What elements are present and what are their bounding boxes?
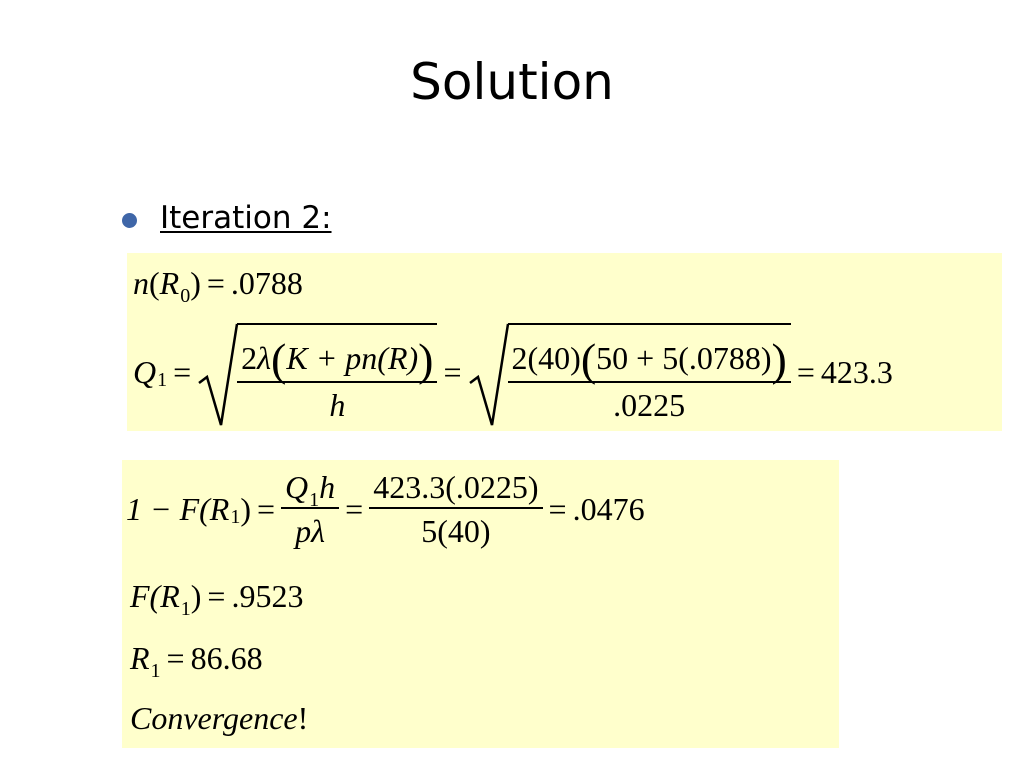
fraction-qh-over-plambda: $\frac{Q_1h}{p\lambda}$ (281, 471, 339, 547)
bullet-label: Iteration 2: (160, 200, 332, 236)
bullet-dot-icon (122, 213, 137, 228)
fraction-q-numeric: $\frac{2(40)(50 + 5(.0788))}{.0225}$ (508, 331, 791, 421)
equation-box-1 (127, 253, 1002, 431)
fraction-q-formula: $\frac{2\lambda(K + pn(R))}{h}$ (237, 331, 437, 421)
equation-q1: Q 1 = $\frac{2\lambda(K + pn(R))}{h}$ = $\frac{2(40)(50 + 5(.0788))}{.0225}$ = 423.3 (133, 319, 893, 425)
radical-sign-icon (468, 323, 512, 429)
equation-f-of-r1: $F(R_1) = .9523$ (130, 578, 304, 620)
convergence-text: Convergence! (130, 700, 309, 736)
radical-sign-icon (197, 323, 241, 429)
equation-box-2 (122, 460, 839, 748)
equation-n-of-r0: $n(R_0) = .0788$ (133, 265, 303, 307)
radical-1 (197, 323, 437, 421)
equation-one-minus-f: 1 − F(R 1 ) = $\frac{Q_1h}{p\lambda}$ = $\frac{423.3(.0225)}{5(40)}$ = .0476 (126, 469, 645, 549)
equation-r1: $R_1 = 86.68$ (130, 640, 263, 682)
slide-title: Solution (410, 53, 614, 111)
radical-2 (468, 323, 791, 421)
fraction-numeric: $\frac{423.3(.0225)}{5(40)}$ (369, 471, 542, 547)
